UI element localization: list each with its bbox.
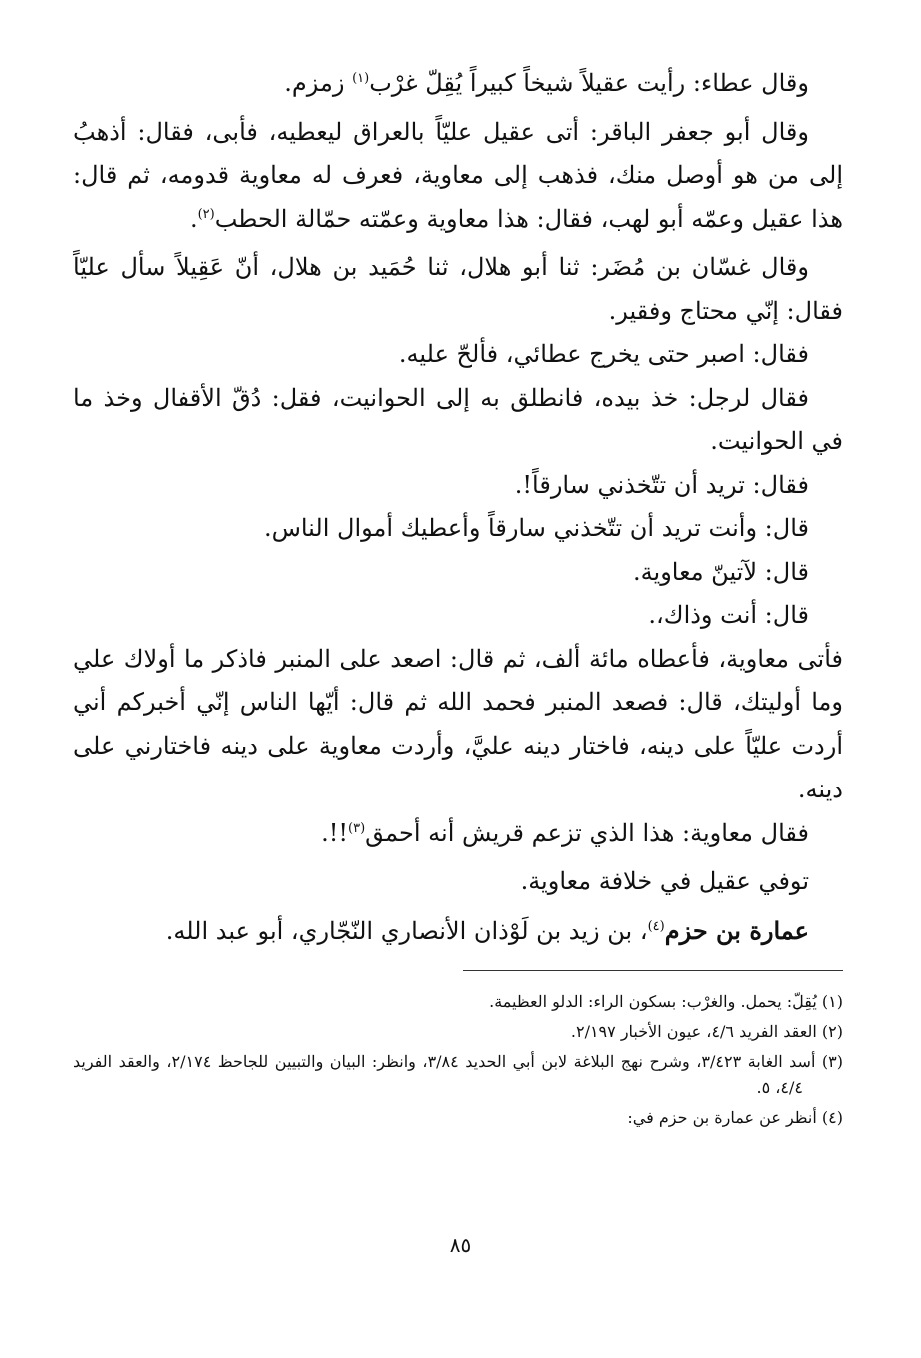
paragraph-ghassan: وقال غسّان بن مُضَر: ثنا أبو هلال، ثنا حُمَيد بن هلال، أنّ عَقِيلاً سأل عليّاً فقال: إنّي محتاج وفقير. [73,253,843,325]
footnotes [73,989,843,1131]
paragraph-dialogue-4: قال: وأنت تريد أن تتّخذني سارقاً وأعطيك أموال الناس. [263,514,809,542]
footnote-divider [463,970,843,971]
page-number: ٨٥ [449,1233,472,1257]
page-body [73,62,843,1135]
footnote-ref-3[interactable]: (٣) [348,820,366,836]
footnote-4: (٤) أنظر عن عمارة بن حزم في: [627,1108,843,1127]
footnote-ref-1[interactable]: (١) [352,71,370,86]
paragraph-dialogue-2: فقال لرجل: خذ بيده، فانطلق به إلى الحوانيت، فقل: دُقّ الأقفال وخذ ما في الحوانيت. [73,383,843,455]
footnote-1: (١) يُقِلّ: يحمل. والغرْب: بسكون الراء: الدلو العظيمة. [489,992,843,1011]
paragraph-dialogue-6: قال: أنت وذاك،. [648,601,809,629]
paragraph-baqir: وقال أبو جعفر الباقر: أتى عقيل عليّاً بالعراق ليعطيه، فأبى، فقال: أذهبُ إلى من هو أوصل منك، فذهب إلى معاوية، فعرف له معاوية قدومه، ثم قال: هذا عقيل وعمّه أبو لهب، فقال: هذا معاوية وعمّته حمّالة الحطب$^{(٢)}$. [73,117,843,233]
footnote-3: (٣) أسد الغابة ٣/٤٢٣، وشرح نهج البلاغة لابن أبي الحديد ٣/٨٤، وانظر: البيان والتبيين للجاحظ ٢/١٧٤، والعقد الفريد ٤/٤، ٥. [73,1052,844,1097]
paragraph-ata: وقال عطاء: رأيت عقيلاً شيخاً كبيراً يُقِلّ غرْب$^{(١)}$ زمزم. [284,69,809,97]
paragraph-dialogue-5: قال: لآتينّ معاوية. [633,557,809,586]
entry-heading: عمارة بن حزم [664,915,809,945]
footnote-2: (٢) العقد الفريد ٤/٦، عيون الأخبار ٢/١٩٧. [570,1022,843,1041]
paragraph-death: توفي عقيل في خلافة معاوية. [520,867,809,895]
paragraph-muawiya-minbar: فأتى معاوية، فأعطاه مائة ألف، ثم قال: اصعد على المنبر فاذكر ما أولاك علي وما أوليتك، قال: فصعد المنبر فحمد الله ثم قال: أيّها الناس إنّي أخبركم أني أردت عليّاً على دينه، فاختار دينه عليَّ، وأردت معاوية على دينه فاختارني على دينه. [73,644,843,803]
paragraph-muawiya-remark: فقال معاوية: هذا الذي تزعم قريش أنه أحمق$^{(٣)}$!!. [321,818,809,847]
paragraph-dialogue-1: فقال: اصبر حتى يخرج عطائي، فألحّ عليه. [398,340,809,368]
footnote-ref-4[interactable]: (٤) [647,918,665,934]
paragraph-umara-entry: عمارة بن حزم$^{(٤)}$، بن زيد بن لَوْذان الأنصاري النّجّاري، أبو عبد الله. [165,915,809,945]
footnote-ref-2[interactable]: (٢) [197,206,215,222]
paragraph-dialogue-3: فقال: تريد أن تتّخذني سارقاً!. [514,470,809,499]
